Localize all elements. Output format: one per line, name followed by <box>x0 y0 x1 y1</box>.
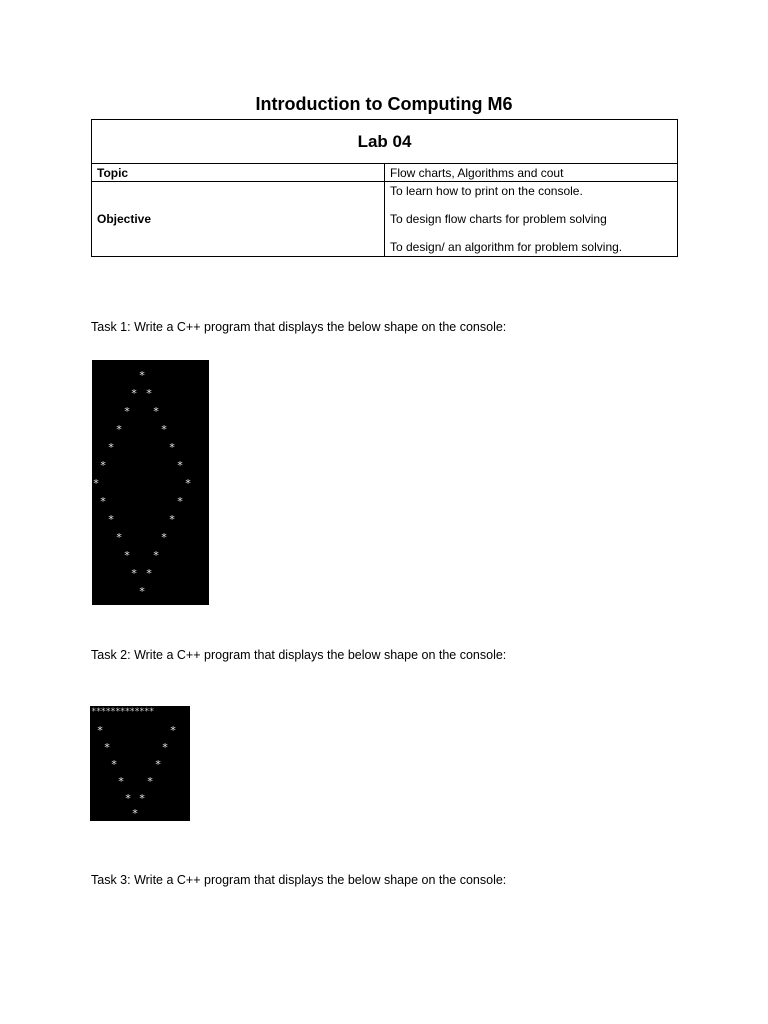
console-star: * <box>154 758 162 771</box>
shape-top-row: ************* <box>91 707 154 717</box>
console-star: * <box>161 741 169 754</box>
console-star: * <box>168 513 176 526</box>
console-star: * <box>184 477 192 490</box>
console-star: * <box>145 387 153 400</box>
console-star: * <box>176 495 184 508</box>
console-star: * <box>169 724 177 737</box>
console-star: * <box>99 459 107 472</box>
topic-value: Flow charts, Algorithms and cout <box>385 164 678 182</box>
task-1-text: Task 1: Write a C++ program that displays the below shape on the console: <box>91 320 507 334</box>
console-star: * <box>160 423 168 436</box>
console-star: * <box>168 441 176 454</box>
task-2-text: Task 2: Write a C++ program that displays the below shape on the console: <box>91 648 507 662</box>
objective-cell <box>385 182 678 257</box>
console-star: * <box>96 724 104 737</box>
console-star: * <box>110 758 118 771</box>
console-star: * <box>124 792 132 805</box>
console-star: * <box>145 567 153 580</box>
objective-item: To design flow charts for problem solving <box>390 212 607 226</box>
console-star: * <box>176 459 184 472</box>
task-2-console-shape <box>90 706 190 821</box>
console-star: * <box>117 775 125 788</box>
console-star: * <box>130 567 138 580</box>
console-star: * <box>130 387 138 400</box>
task-1-console-shape <box>92 360 209 605</box>
console-star: * <box>160 531 168 544</box>
console-star: * <box>103 741 111 754</box>
console-star: * <box>107 513 115 526</box>
objective-item: To design/ an algorithm for problem solving. <box>390 240 623 254</box>
console-star: * <box>146 775 154 788</box>
console-star: * <box>115 531 123 544</box>
console-star: * <box>131 807 139 820</box>
console-star: * <box>138 585 146 598</box>
document-title: Introduction to Computing M6 <box>255 94 513 114</box>
task-3-text: Task 3: Write a C++ program that displays the below shape on the console: <box>91 873 507 887</box>
console-star: * <box>99 495 107 508</box>
console-star: * <box>152 549 160 562</box>
console-star: * <box>92 477 100 490</box>
console-star: * <box>138 792 146 805</box>
console-star: * <box>107 441 115 454</box>
objective-item: To learn how to print on the console. <box>390 184 583 198</box>
console-star: * <box>123 549 131 562</box>
console-star: * <box>123 405 131 418</box>
console-star: * <box>138 369 146 382</box>
console-star: * <box>115 423 123 436</box>
lab-info-table <box>91 119 678 257</box>
console-star: * <box>152 405 160 418</box>
topic-label: Topic <box>92 164 385 182</box>
lab-heading: Lab 04 <box>92 120 678 164</box>
objective-label: Objective <box>92 182 385 257</box>
